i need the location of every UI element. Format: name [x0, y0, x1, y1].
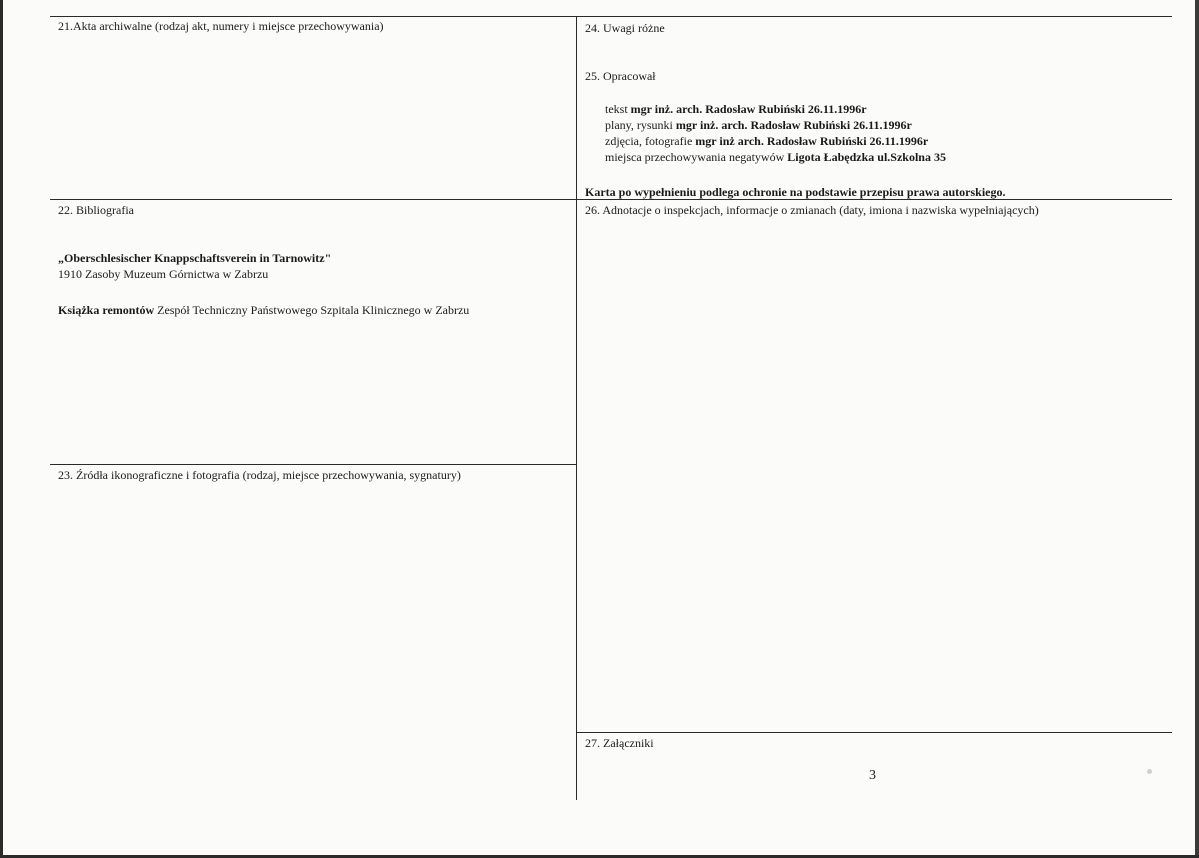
author-row-value: Ligota Łabędzka ul.Szkolna 35 [787, 150, 946, 164]
bibliography-entry-2 [58, 302, 469, 318]
author-row-prefix: zdjęcia, fotografie [605, 134, 696, 148]
section-25-label: 25. Opracował [585, 69, 656, 83]
section-24-label: 24. Uwagi różne [585, 21, 665, 35]
scan-edge-right [1195, 0, 1199, 858]
section-23-label: 23. Źródła ikonograficzne i fotografia (rodzaj, miejsce przechowywania, sygnatury) [58, 468, 461, 482]
author-row-photos [605, 133, 928, 149]
copyright-notice: Karta po wypełnieniu podlega ochronie na podstawie przepisu prawa autorskiego. [585, 185, 1006, 199]
author-row-prefix: plany, rysunki [605, 118, 676, 132]
author-row-negatives [605, 149, 946, 165]
section-21-label: 21.Akta archiwalne (rodzaj akt, numery i miejsce przechowywania) [58, 19, 384, 33]
center-divider [576, 16, 577, 800]
bibliography-title-2: Książka remontów [58, 303, 155, 317]
author-row-value: mgr inż. arch. Radosław Rubiński 26.11.1996r [630, 102, 867, 116]
scan-edge-left [0, 0, 3, 858]
author-row-value: mgr inż arch. Radosław Rubiński 26.11.1996r [695, 134, 929, 148]
bibliography-source-2: Zespół Techniczny Państwowego Szpitala Klinicznego w Zabrzu [154, 303, 470, 317]
bibliography-title-1: „Oberschlesischer Knappschaftsverein in Tarnowitz" [58, 251, 332, 265]
author-row-prefix: tekst [605, 102, 631, 116]
section-22-label: 22. Bibliografia [58, 203, 134, 217]
author-row-plans [605, 117, 912, 133]
author-row-text [605, 101, 867, 117]
page-number: 3 [869, 768, 876, 783]
row-divider-26-27 [577, 732, 1172, 733]
row-divider-22-23 [50, 464, 577, 465]
author-row-prefix: miejsca przechowywania negatywów [605, 150, 788, 164]
bibliography-source-1: 1910 Zasoby Muzeum Górnictwa w Zabrzu [58, 267, 269, 281]
author-row-value: mgr inż. arch. Radosław Rubiński 26.11.1996r [675, 118, 912, 132]
scan-speck [1147, 769, 1152, 774]
section-26-label: 26. Adnotacje o inspekcjach, informacje o zmianach (daty, imiona i nazwiska wypełniających) [585, 203, 1039, 217]
section-27-label: 27. Załączniki [585, 736, 654, 750]
top-rule [50, 16, 1172, 17]
